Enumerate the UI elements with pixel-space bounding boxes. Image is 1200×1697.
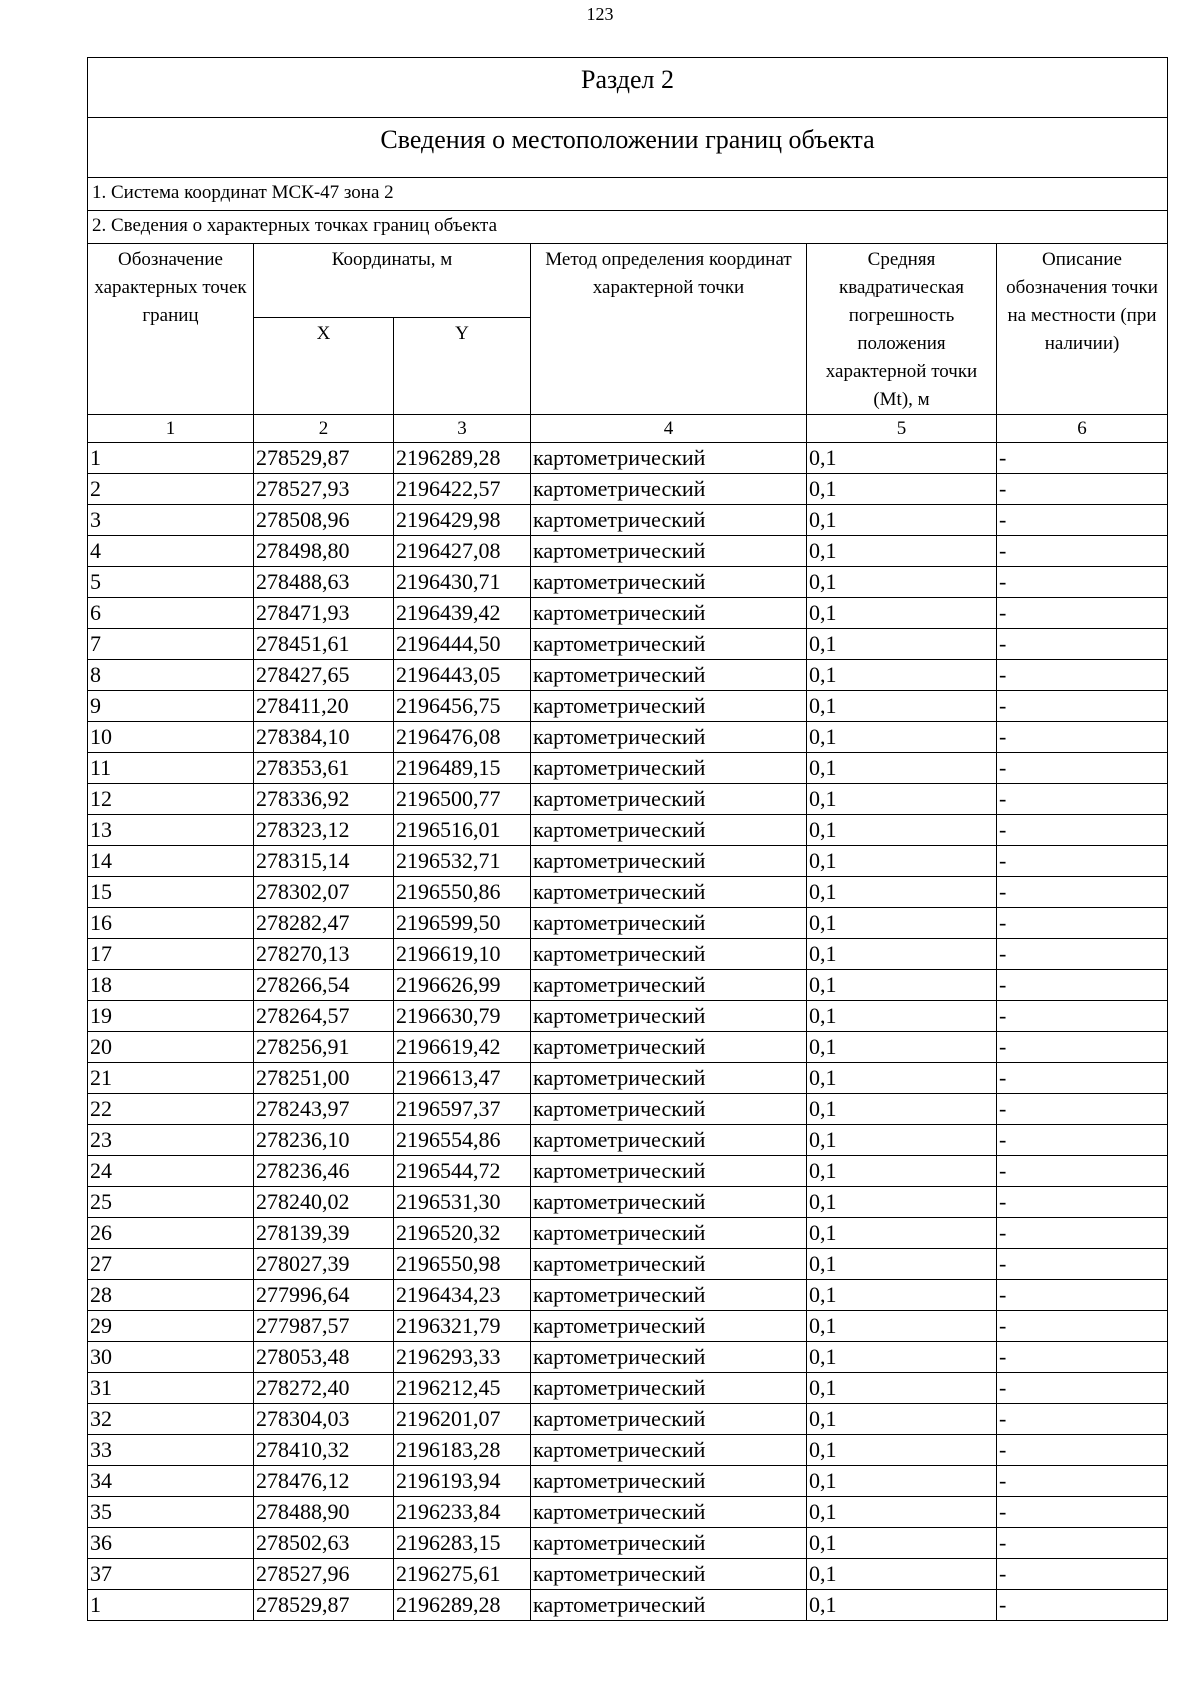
description-cell: -: [997, 629, 1168, 660]
y-coordinate-cell: 2196554,86: [394, 1125, 531, 1156]
error-cell: 0,1: [807, 970, 997, 1001]
method-cell: картометрический: [531, 1590, 807, 1621]
table-row: [88, 1590, 1168, 1621]
y-coordinate-cell: 2196550,98: [394, 1249, 531, 1280]
y-coordinate-cell: 2196289,28: [394, 443, 531, 474]
error-cell: 0,1: [807, 1001, 997, 1032]
description-cell: -: [997, 846, 1168, 877]
point-designation-cell: 29: [88, 1311, 254, 1342]
x-coordinate-cell: 278529,87: [254, 1590, 394, 1621]
error-cell: 0,1: [807, 1094, 997, 1125]
column-numbers-row: [88, 415, 1168, 443]
x-coordinate-cell: 278410,32: [254, 1435, 394, 1466]
x-coordinate-cell: 278488,90: [254, 1497, 394, 1528]
description-cell: -: [997, 784, 1168, 815]
table-row: [88, 1032, 1168, 1063]
method-cell: картометрический: [531, 1187, 807, 1218]
description-cell: -: [997, 1032, 1168, 1063]
x-coordinate-cell: 278304,03: [254, 1404, 394, 1435]
point-designation-cell: 14: [88, 846, 254, 877]
table-row: [88, 846, 1168, 877]
error-cell: 0,1: [807, 1032, 997, 1063]
y-coordinate-cell: 2196283,15: [394, 1528, 531, 1559]
table-row: [88, 815, 1168, 846]
error-cell: 0,1: [807, 908, 997, 939]
page-number: 123: [586, 4, 614, 24]
method-cell: картометрический: [531, 474, 807, 505]
description-cell: -: [997, 1218, 1168, 1249]
y-coordinate-cell: 2196531,30: [394, 1187, 531, 1218]
method-cell: картометрический: [531, 1156, 807, 1187]
description-cell: -: [997, 1342, 1168, 1373]
x-coordinate-cell: 278251,00: [254, 1063, 394, 1094]
error-cell: 0,1: [807, 1528, 997, 1559]
error-cell: 0,1: [807, 474, 997, 505]
x-coordinate-cell: 278139,39: [254, 1218, 394, 1249]
table-row: [88, 1187, 1168, 1218]
table-row: [88, 629, 1168, 660]
description-cell: -: [997, 1559, 1168, 1590]
point-designation-cell: 1: [88, 443, 254, 474]
error-cell: 0,1: [807, 1342, 997, 1373]
table-row: [88, 1094, 1168, 1125]
x-coordinate-cell: 278384,10: [254, 722, 394, 753]
table-row: [88, 1528, 1168, 1559]
method-cell: картометрический: [531, 660, 807, 691]
error-cell: 0,1: [807, 784, 997, 815]
error-cell: 0,1: [807, 1125, 997, 1156]
table-row: [88, 536, 1168, 567]
table-row: [88, 660, 1168, 691]
y-coordinate-cell: 2196516,01: [394, 815, 531, 846]
table-row: [88, 505, 1168, 536]
error-cell: 0,1: [807, 1497, 997, 1528]
table-row: [88, 1435, 1168, 1466]
description-cell: -: [997, 1156, 1168, 1187]
method-cell: картометрический: [531, 443, 807, 474]
method-cell: картометрический: [531, 1001, 807, 1032]
y-coordinate-cell: 2196201,07: [394, 1404, 531, 1435]
y-coordinate-cell: 2196321,79: [394, 1311, 531, 1342]
table-row: [88, 939, 1168, 970]
x-coordinate-cell: 278527,93: [254, 474, 394, 505]
error-cell: 0,1: [807, 1218, 997, 1249]
method-cell: картометрический: [531, 1528, 807, 1559]
point-designation-cell: 10: [88, 722, 254, 753]
table-row: [88, 1218, 1168, 1249]
error-cell: 0,1: [807, 536, 997, 567]
x-coordinate-cell: 278302,07: [254, 877, 394, 908]
x-coordinate-cell: 278315,14: [254, 846, 394, 877]
x-coordinate-cell: 278323,12: [254, 815, 394, 846]
x-coordinate-cell: 278502,63: [254, 1528, 394, 1559]
table-row: [88, 1497, 1168, 1528]
point-designation-cell: 33: [88, 1435, 254, 1466]
y-coordinate-cell: 2196599,50: [394, 908, 531, 939]
point-designation-cell: 16: [88, 908, 254, 939]
point-designation-cell: 17: [88, 939, 254, 970]
column-number: 5: [807, 415, 997, 443]
method-cell: картометрический: [531, 1497, 807, 1528]
point-designation-cell: 36: [88, 1528, 254, 1559]
description-cell: -: [997, 691, 1168, 722]
point-designation-cell: 4: [88, 536, 254, 567]
y-coordinate-cell: 2196422,57: [394, 474, 531, 505]
point-designation-cell: 27: [88, 1249, 254, 1280]
header-description: Описание обозначения точки на местности (при наличии): [997, 244, 1168, 415]
description-cell: -: [997, 505, 1168, 536]
error-cell: 0,1: [807, 598, 997, 629]
method-cell: картометрический: [531, 629, 807, 660]
description-cell: -: [997, 1187, 1168, 1218]
y-coordinate-cell: 2196626,99: [394, 970, 531, 1001]
description-cell: -: [997, 1094, 1168, 1125]
error-cell: 0,1: [807, 939, 997, 970]
method-cell: картометрический: [531, 1249, 807, 1280]
x-coordinate-cell: 278266,54: [254, 970, 394, 1001]
x-coordinate-cell: 278411,20: [254, 691, 394, 722]
x-coordinate-cell: 278427,65: [254, 660, 394, 691]
description-cell: -: [997, 722, 1168, 753]
header-error: Средняя квадратическая погрешность положения характерной точки (Mt), м: [807, 244, 997, 415]
description-cell: -: [997, 474, 1168, 505]
x-coordinate-cell: 278240,02: [254, 1187, 394, 1218]
method-cell: картометрический: [531, 1435, 807, 1466]
y-coordinate-cell: 2196193,94: [394, 1466, 531, 1497]
point-designation-cell: 18: [88, 970, 254, 1001]
error-cell: 0,1: [807, 1311, 997, 1342]
point-designation-cell: 35: [88, 1497, 254, 1528]
description-cell: -: [997, 567, 1168, 598]
error-cell: 0,1: [807, 1280, 997, 1311]
header-x: X: [254, 318, 394, 415]
y-coordinate-cell: 2196597,37: [394, 1094, 531, 1125]
point-designation-cell: 2: [88, 474, 254, 505]
y-coordinate-cell: 2196183,28: [394, 1435, 531, 1466]
y-coordinate-cell: 2196630,79: [394, 1001, 531, 1032]
table-row: [88, 567, 1168, 598]
x-coordinate-cell: 278236,10: [254, 1125, 394, 1156]
description-cell: -: [997, 1373, 1168, 1404]
error-cell: 0,1: [807, 691, 997, 722]
description-cell: -: [997, 1280, 1168, 1311]
header-method: Метод определения координат характерной точки: [531, 244, 807, 415]
x-coordinate-cell: 278488,63: [254, 567, 394, 598]
table-row: [88, 1156, 1168, 1187]
description-cell: -: [997, 1466, 1168, 1497]
description-cell: -: [997, 753, 1168, 784]
description-cell: -: [997, 815, 1168, 846]
point-designation-cell: 3: [88, 505, 254, 536]
x-coordinate-cell: 278508,96: [254, 505, 394, 536]
method-cell: картометрический: [531, 691, 807, 722]
y-coordinate-cell: 2196429,98: [394, 505, 531, 536]
error-cell: 0,1: [807, 660, 997, 691]
x-coordinate-cell: 278451,61: [254, 629, 394, 660]
point-designation-cell: 12: [88, 784, 254, 815]
coordinate-system: 1. Система координат МСК-47 зона 2: [88, 178, 1168, 211]
point-designation-cell: 26: [88, 1218, 254, 1249]
y-coordinate-cell: 2196520,32: [394, 1218, 531, 1249]
y-coordinate-cell: 2196233,84: [394, 1497, 531, 1528]
error-cell: 0,1: [807, 1559, 997, 1590]
column-number: 1: [88, 415, 254, 443]
description-cell: -: [997, 1590, 1168, 1621]
point-designation-cell: 32: [88, 1404, 254, 1435]
method-cell: картометрический: [531, 784, 807, 815]
y-coordinate-cell: 2196619,42: [394, 1032, 531, 1063]
section-subtitle: Сведения о местоположении границ объекта: [88, 118, 1168, 178]
x-coordinate-cell: 278529,87: [254, 443, 394, 474]
y-coordinate-cell: 2196613,47: [394, 1063, 531, 1094]
error-cell: 0,1: [807, 1187, 997, 1218]
table-row: [88, 1404, 1168, 1435]
section-title: Раздел 2: [88, 58, 1168, 118]
header-y: Y: [394, 318, 531, 415]
error-cell: 0,1: [807, 1590, 997, 1621]
description-cell: -: [997, 1001, 1168, 1032]
y-coordinate-cell: 2196275,61: [394, 1559, 531, 1590]
description-cell: -: [997, 1528, 1168, 1559]
method-cell: картометрический: [531, 1218, 807, 1249]
table-row: [88, 877, 1168, 908]
method-cell: картометрический: [531, 970, 807, 1001]
point-designation-cell: 20: [88, 1032, 254, 1063]
point-designation-cell: 11: [88, 753, 254, 784]
x-coordinate-cell: 278272,40: [254, 1373, 394, 1404]
boundary-points-table: [87, 57, 1168, 1621]
table-row: [88, 1001, 1168, 1032]
x-coordinate-cell: 278282,47: [254, 908, 394, 939]
table-row: [88, 1466, 1168, 1497]
point-designation-cell: 23: [88, 1125, 254, 1156]
y-coordinate-cell: 2196532,71: [394, 846, 531, 877]
point-designation-cell: 8: [88, 660, 254, 691]
table-row: [88, 1125, 1168, 1156]
method-cell: картометрический: [531, 1404, 807, 1435]
method-cell: картометрический: [531, 815, 807, 846]
error-cell: 0,1: [807, 629, 997, 660]
point-designation-cell: 24: [88, 1156, 254, 1187]
point-designation-cell: 7: [88, 629, 254, 660]
y-coordinate-cell: 2196619,10: [394, 939, 531, 970]
table-row: [88, 1311, 1168, 1342]
y-coordinate-cell: 2196439,42: [394, 598, 531, 629]
point-designation-cell: 5: [88, 567, 254, 598]
y-coordinate-cell: 2196489,15: [394, 753, 531, 784]
error-cell: 0,1: [807, 1404, 997, 1435]
description-cell: -: [997, 1435, 1168, 1466]
x-coordinate-cell: 278053,48: [254, 1342, 394, 1373]
method-cell: картометрический: [531, 567, 807, 598]
column-number: 2: [254, 415, 394, 443]
description-cell: -: [997, 908, 1168, 939]
y-coordinate-cell: 2196289,28: [394, 1590, 531, 1621]
x-coordinate-cell: 278027,39: [254, 1249, 394, 1280]
table-row: [88, 1342, 1168, 1373]
y-coordinate-cell: 2196434,23: [394, 1280, 531, 1311]
table-row: [88, 784, 1168, 815]
x-coordinate-cell: 277987,57: [254, 1311, 394, 1342]
description-cell: -: [997, 1404, 1168, 1435]
table-row: [88, 1249, 1168, 1280]
method-cell: картометрический: [531, 505, 807, 536]
method-cell: картометрический: [531, 1280, 807, 1311]
table-row: [88, 1373, 1168, 1404]
table-row: [88, 1063, 1168, 1094]
table-row: [88, 753, 1168, 784]
point-designation-cell: 21: [88, 1063, 254, 1094]
point-designation-cell: 37: [88, 1559, 254, 1590]
x-coordinate-cell: 278476,12: [254, 1466, 394, 1497]
x-coordinate-cell: 278471,93: [254, 598, 394, 629]
description-cell: -: [997, 877, 1168, 908]
x-coordinate-cell: 278243,97: [254, 1094, 394, 1125]
column-number: 3: [394, 415, 531, 443]
description-cell: -: [997, 443, 1168, 474]
table-row: [88, 474, 1168, 505]
column-number: 4: [531, 415, 807, 443]
y-coordinate-cell: 2196427,08: [394, 536, 531, 567]
error-cell: 0,1: [807, 877, 997, 908]
table-row: [88, 443, 1168, 474]
point-designation-cell: 34: [88, 1466, 254, 1497]
table-row: [88, 908, 1168, 939]
error-cell: 0,1: [807, 1249, 997, 1280]
points-caption: 2. Сведения о характерных точках границ объекта: [88, 211, 1168, 244]
method-cell: картометрический: [531, 536, 807, 567]
description-cell: -: [997, 598, 1168, 629]
error-cell: 0,1: [807, 722, 997, 753]
error-cell: 0,1: [807, 443, 997, 474]
error-cell: 0,1: [807, 753, 997, 784]
y-coordinate-cell: 2196212,45: [394, 1373, 531, 1404]
method-cell: картометрический: [531, 1125, 807, 1156]
y-coordinate-cell: 2196456,75: [394, 691, 531, 722]
error-cell: 0,1: [807, 567, 997, 598]
method-cell: картометрический: [531, 722, 807, 753]
y-coordinate-cell: 2196430,71: [394, 567, 531, 598]
method-cell: картометрический: [531, 1466, 807, 1497]
error-cell: 0,1: [807, 1063, 997, 1094]
error-cell: 0,1: [807, 846, 997, 877]
y-coordinate-cell: 2196500,77: [394, 784, 531, 815]
x-coordinate-cell: 278264,57: [254, 1001, 394, 1032]
x-coordinate-cell: 278498,80: [254, 536, 394, 567]
error-cell: 0,1: [807, 1156, 997, 1187]
point-designation-cell: 31: [88, 1373, 254, 1404]
y-coordinate-cell: 2196544,72: [394, 1156, 531, 1187]
header-designation: Обозначение характерных точек границ: [88, 244, 254, 415]
column-number: 6: [997, 415, 1168, 443]
point-designation-cell: 13: [88, 815, 254, 846]
table-row: [88, 722, 1168, 753]
method-cell: картометрический: [531, 908, 807, 939]
point-designation-cell: 25: [88, 1187, 254, 1218]
description-cell: -: [997, 536, 1168, 567]
error-cell: 0,1: [807, 505, 997, 536]
description-cell: -: [997, 1311, 1168, 1342]
header-coordinates: Координаты, м: [254, 244, 531, 318]
error-cell: 0,1: [807, 1373, 997, 1404]
x-coordinate-cell: 278527,96: [254, 1559, 394, 1590]
point-designation-cell: 9: [88, 691, 254, 722]
point-designation-cell: 1: [88, 1590, 254, 1621]
method-cell: картометрический: [531, 1342, 807, 1373]
description-cell: -: [997, 1249, 1168, 1280]
error-cell: 0,1: [807, 1435, 997, 1466]
method-cell: картометрический: [531, 753, 807, 784]
method-cell: картометрический: [531, 598, 807, 629]
method-cell: картометрический: [531, 1559, 807, 1590]
description-cell: -: [997, 660, 1168, 691]
y-coordinate-cell: 2196444,50: [394, 629, 531, 660]
x-coordinate-cell: 278336,92: [254, 784, 394, 815]
method-cell: картометрический: [531, 877, 807, 908]
description-cell: -: [997, 1063, 1168, 1094]
x-coordinate-cell: 277996,64: [254, 1280, 394, 1311]
y-coordinate-cell: 2196443,05: [394, 660, 531, 691]
method-cell: картометрический: [531, 1094, 807, 1125]
method-cell: картометрический: [531, 1032, 807, 1063]
table-row: [88, 970, 1168, 1001]
point-designation-cell: 15: [88, 877, 254, 908]
table-row: [88, 1559, 1168, 1590]
x-coordinate-cell: 278353,61: [254, 753, 394, 784]
x-coordinate-cell: 278236,46: [254, 1156, 394, 1187]
table-row: [88, 598, 1168, 629]
error-cell: 0,1: [807, 815, 997, 846]
description-cell: -: [997, 1125, 1168, 1156]
y-coordinate-cell: 2196476,08: [394, 722, 531, 753]
x-coordinate-cell: 278270,13: [254, 939, 394, 970]
table-row: [88, 691, 1168, 722]
x-coordinate-cell: 278256,91: [254, 1032, 394, 1063]
point-designation-cell: 6: [88, 598, 254, 629]
error-cell: 0,1: [807, 1466, 997, 1497]
method-cell: картометрический: [531, 1311, 807, 1342]
method-cell: картометрический: [531, 939, 807, 970]
y-coordinate-cell: 2196550,86: [394, 877, 531, 908]
description-cell: -: [997, 939, 1168, 970]
method-cell: картометрический: [531, 1063, 807, 1094]
point-designation-cell: 19: [88, 1001, 254, 1032]
description-cell: -: [997, 970, 1168, 1001]
method-cell: картометрический: [531, 846, 807, 877]
method-cell: картометрический: [531, 1373, 807, 1404]
table-row: [88, 1280, 1168, 1311]
description-cell: -: [997, 1497, 1168, 1528]
point-designation-cell: 30: [88, 1342, 254, 1373]
point-designation-cell: 22: [88, 1094, 254, 1125]
y-coordinate-cell: 2196293,33: [394, 1342, 531, 1373]
point-designation-cell: 28: [88, 1280, 254, 1311]
